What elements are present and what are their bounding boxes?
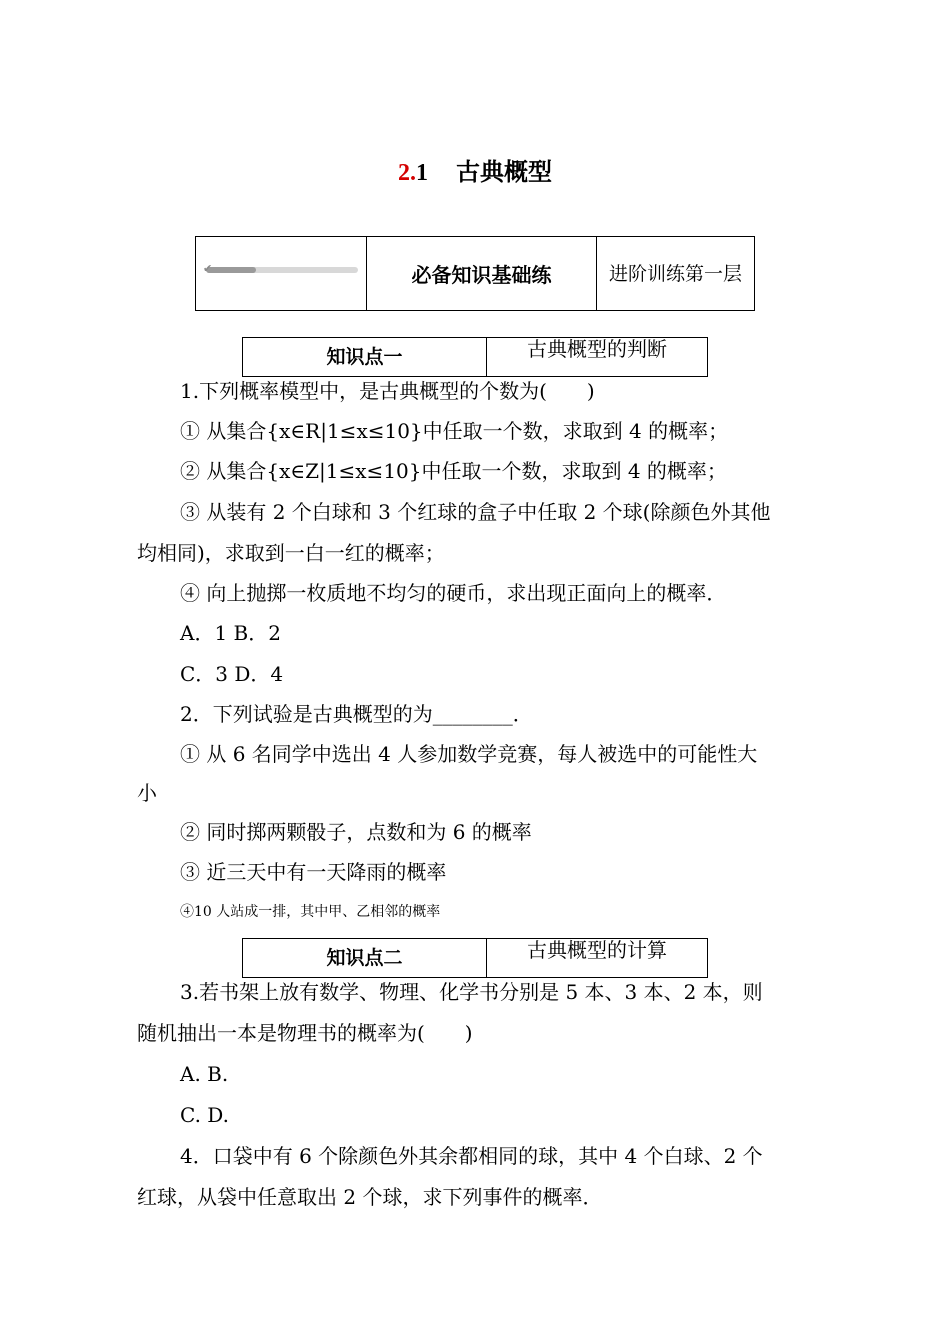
q2-option-3: ③ 近三天中有一天降雨的概率 <box>180 860 447 884</box>
q1-option-3-line1: ③ 从装有 2 个白球和 3 个红球的盒子中任取 2 个球(除颜色外其他 <box>180 500 771 524</box>
q1-option-1: ① 从集合{x∈R|1≤x≤10}中任取一个数，求取到 4 的概率； <box>180 419 729 443</box>
q4-stem-line1: 4．口袋中有 6 个除颜色外其余都相同的球，其中 4 个白球、2 个 <box>180 1144 763 1168</box>
q1-option-3-line2: 均相同)，求取到一白一红的概率； <box>137 541 445 565</box>
section-title <box>0 152 950 187</box>
knowledge-point-label: 知识点一 <box>243 338 487 376</box>
q4-stem-line2: 红球，从袋中任意取出 2 个球，求下列事件的概率． <box>137 1185 603 1209</box>
progress-fill <box>206 267 256 273</box>
q1-option-2: ② 从集合{x∈Z|1≤x≤10}中任取一个数，求取到 4 的概率； <box>180 459 727 483</box>
check-icon: ✔ <box>203 262 213 275</box>
q1-option-4: ④ 向上抛掷一枚质地不均匀的硬币，求出现正面向上的概率． <box>180 581 727 605</box>
knowledge-point-2 <box>242 938 708 978</box>
q1-choices-ab: A．1 B．2 <box>180 621 281 645</box>
q1-choices-cd: C．3 D．4 <box>180 662 284 686</box>
q2-option-2: ② 同时掷两颗骰子，点数和为 6 的概率 <box>180 820 532 844</box>
section-title-text: 古典概型 <box>456 158 552 186</box>
q2-option-4: ④10 人站成一排，其中甲、乙相邻的概率 <box>180 904 441 920</box>
banner-level: 进阶训练第一层 <box>608 262 742 285</box>
knowledge-point-topic: 古典概型的判断 <box>527 337 667 361</box>
q1-stem: 1.下列概率模型中，是古典概型的个数为( ) <box>180 379 595 403</box>
q2-option-1-line2: 小 <box>137 781 157 805</box>
banner-heading: 必备知识基础练 <box>367 237 597 310</box>
q2-stem: 2．下列试验是古典概型的为________． <box>180 702 533 726</box>
section-number: 2.1 <box>398 160 428 186</box>
q3-stem-line2: 随机抽出一本是物理书的概率为( ) <box>137 1021 473 1045</box>
q2-option-1-line1: ① 从 6 名同学中选出 4 人参加数学竞赛，每人被选中的可能性大 <box>180 742 758 766</box>
q3-choices-ab: A. B. <box>180 1062 229 1086</box>
knowledge-point-label: 知识点二 <box>243 939 487 977</box>
knowledge-point-topic: 古典概型的计算 <box>527 938 667 962</box>
q3-stem-line1: 3.若书架上放有数学、物理、化学书分别是 5 本、3 本、2 本，则 <box>180 980 763 1004</box>
q3-choices-cd: C. D. <box>180 1103 229 1127</box>
knowledge-point-1 <box>242 337 708 377</box>
exercise-banner <box>195 236 755 311</box>
banner-progress-cell <box>196 237 367 310</box>
